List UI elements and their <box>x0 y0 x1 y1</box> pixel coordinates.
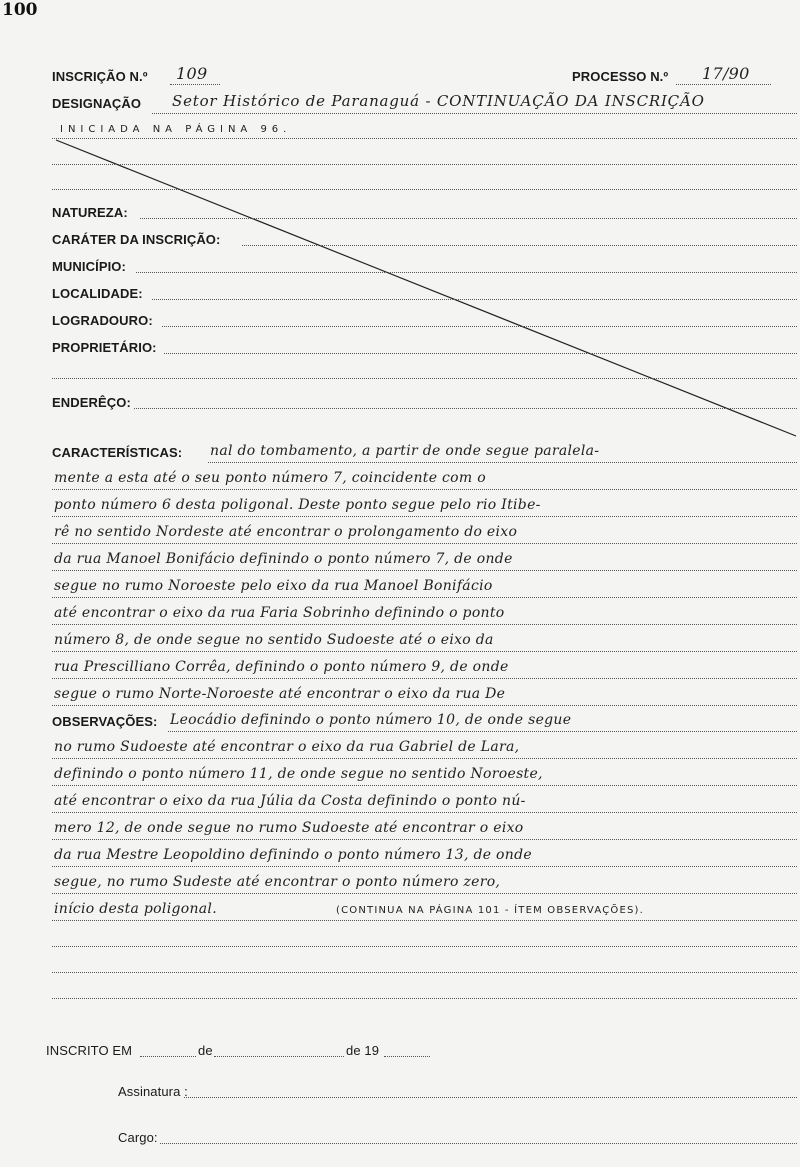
natureza-label: NATUREZA: <box>52 205 128 220</box>
caracteristicas-line-10: segue o rumo Norte-Noroeste até encontrar o eixo da rua De <box>54 686 506 702</box>
caracteristicas-dotline-10 <box>52 705 797 706</box>
caracteristicas-dotline-3 <box>52 516 797 517</box>
de-label: de <box>198 1043 213 1058</box>
carater-label: CARÁTER DA INSCRIÇÃO: <box>52 232 221 247</box>
caracteristicas-line-1: nal do tombamento, a partir de onde segue paralela- <box>210 443 600 459</box>
inscricao-label: INSCRIÇÃO N.º <box>52 69 148 84</box>
observacoes-line-2: no rumo Sudoeste até encontrar o eixo da rua Gabriel de Lara, <box>54 739 520 755</box>
caracteristicas-dotline-4 <box>52 543 797 544</box>
inscrito-em-label: INSCRITO EM <box>46 1043 133 1058</box>
observacoes-line-8b: (CONTINUA NA PÁGINA 101 - ÍTEM OBSERVAÇÕES). <box>336 905 644 916</box>
caracteristicas-label: CARACTERÍSTICAS: <box>52 445 183 460</box>
endereco-label: ENDERÊÇO: <box>52 395 131 410</box>
designacao-value-1: Setor Histórico de Paranaguá - CONTINUAÇÃO DA INSCRIÇÃO <box>172 92 705 110</box>
inscricao-value: 109 <box>176 64 208 83</box>
proprietario-label: PROPRIETÁRIO: <box>52 340 157 355</box>
endereco-dotline <box>134 408 797 409</box>
assinatura-label: Assinatura : <box>118 1084 188 1099</box>
observacoes-line-6: da rua Mestre Leopoldino definindo o ponto número 13, de onde <box>54 847 532 863</box>
caracteristicas-dotline-7 <box>52 624 797 625</box>
designacao-dotline-4 <box>52 189 797 190</box>
assinatura-dotline <box>184 1097 797 1098</box>
proprietario-dotline <box>164 353 797 354</box>
logradouro-label: LOGRADOURO: <box>52 313 153 328</box>
caracteristicas-line-3: ponto número 6 desta poligonal. Deste ponto segue pelo rio Itibe- <box>54 497 541 513</box>
observacoes-dotline-11 <box>52 998 797 999</box>
municipio-label: MUNICÍPIO: <box>52 259 126 274</box>
observacoes-dotline-3 <box>52 785 797 786</box>
caracteristicas-dotline-2 <box>52 489 797 490</box>
observacoes-dotline-8 <box>52 920 797 921</box>
observacoes-dotline-7 <box>52 893 797 894</box>
page-number: 100 <box>2 0 38 20</box>
caracteristicas-line-4: rê no sentido Nordeste até encontrar o prolongamento do eixo <box>54 524 518 540</box>
de19-label: de 19 <box>346 1043 380 1058</box>
cargo-label: Cargo: <box>118 1130 158 1145</box>
caracteristicas-dotline-9 <box>52 678 797 679</box>
observacoes-dotline-4 <box>52 812 797 813</box>
processo-value: 17/90 <box>702 64 750 83</box>
observacoes-line-7: segue, no rumo Sudeste até encontrar o ponto número zero, <box>54 874 501 890</box>
inscrito-mes-dotline <box>214 1056 344 1057</box>
observacoes-line-5: mero 12, de onde segue no rumo Sudoeste até encontrar o eixo <box>54 820 524 836</box>
designacao-dotline-3 <box>52 164 797 165</box>
processo-dotline <box>676 84 771 85</box>
observacoes-dotline-10 <box>52 972 797 973</box>
natureza-dotline <box>140 218 797 219</box>
observacoes-dotline-6 <box>52 866 797 867</box>
localidade-dotline <box>152 299 797 300</box>
observacoes-line-8a: início desta poligonal. <box>54 901 217 917</box>
cargo-dotline <box>160 1143 797 1144</box>
observacoes-line-1: Leocádio definindo o ponto número 10, de onde segue <box>170 712 572 728</box>
caracteristicas-line-6: segue no rumo Noroeste pelo eixo da rua Manoel Bonifácio <box>54 578 493 594</box>
inscrito-ano-dotline <box>384 1056 430 1057</box>
caracteristicas-line-9: rua Prescilliano Corrêa, definindo o ponto número 9, de onde <box>54 659 509 675</box>
caracteristicas-line-8: número 8, de onde segue no sentido Sudoeste até o eixo da <box>54 632 494 648</box>
designacao-label: DESIGNAÇÃO <box>52 96 142 111</box>
caracteristicas-dotline-8 <box>52 651 797 652</box>
logradouro-dotline <box>162 326 797 327</box>
designacao-dotline-2 <box>52 138 797 139</box>
observacoes-dotline-9 <box>52 946 797 947</box>
processo-label: PROCESSO N.º <box>572 69 669 84</box>
inscrito-dia-dotline <box>140 1056 196 1057</box>
observacoes-label: OBSERVAÇÕES: <box>52 714 158 729</box>
municipio-dotline <box>136 272 797 273</box>
inscricao-dotline <box>170 84 220 85</box>
caracteristicas-line-2: mente a esta até o seu ponto número 7, coincidente com o <box>54 470 486 486</box>
cross-out-line <box>0 0 800 440</box>
observacoes-dotline-2 <box>52 758 797 759</box>
localidade-label: LOCALIDADE: <box>52 286 143 301</box>
observacoes-dotline-5 <box>52 839 797 840</box>
observacoes-line-4: até encontrar o eixo da rua Júlia da Costa definindo o ponto nú- <box>54 793 526 809</box>
caracteristicas-dotline-6 <box>52 597 797 598</box>
proprietario-dotline-2 <box>52 378 797 379</box>
caracteristicas-line-5: da rua Manoel Bonifácio definindo o ponto número 7, de onde <box>54 551 513 567</box>
observacoes-line-3: definindo o ponto número 11, de onde segue no sentido Noroeste, <box>54 766 543 782</box>
caracteristicas-line-7: até encontrar o eixo da rua Faria Sobrinho definindo o ponto <box>54 605 505 621</box>
caracteristicas-dotline-1 <box>208 462 797 463</box>
caracteristicas-dotline-5 <box>52 570 797 571</box>
designacao-dotline-1 <box>152 113 797 114</box>
carater-dotline <box>242 245 797 246</box>
designacao-value-2: INICIADA NA PÁGINA 96. <box>60 124 292 135</box>
observacoes-dotline-1 <box>168 731 797 732</box>
